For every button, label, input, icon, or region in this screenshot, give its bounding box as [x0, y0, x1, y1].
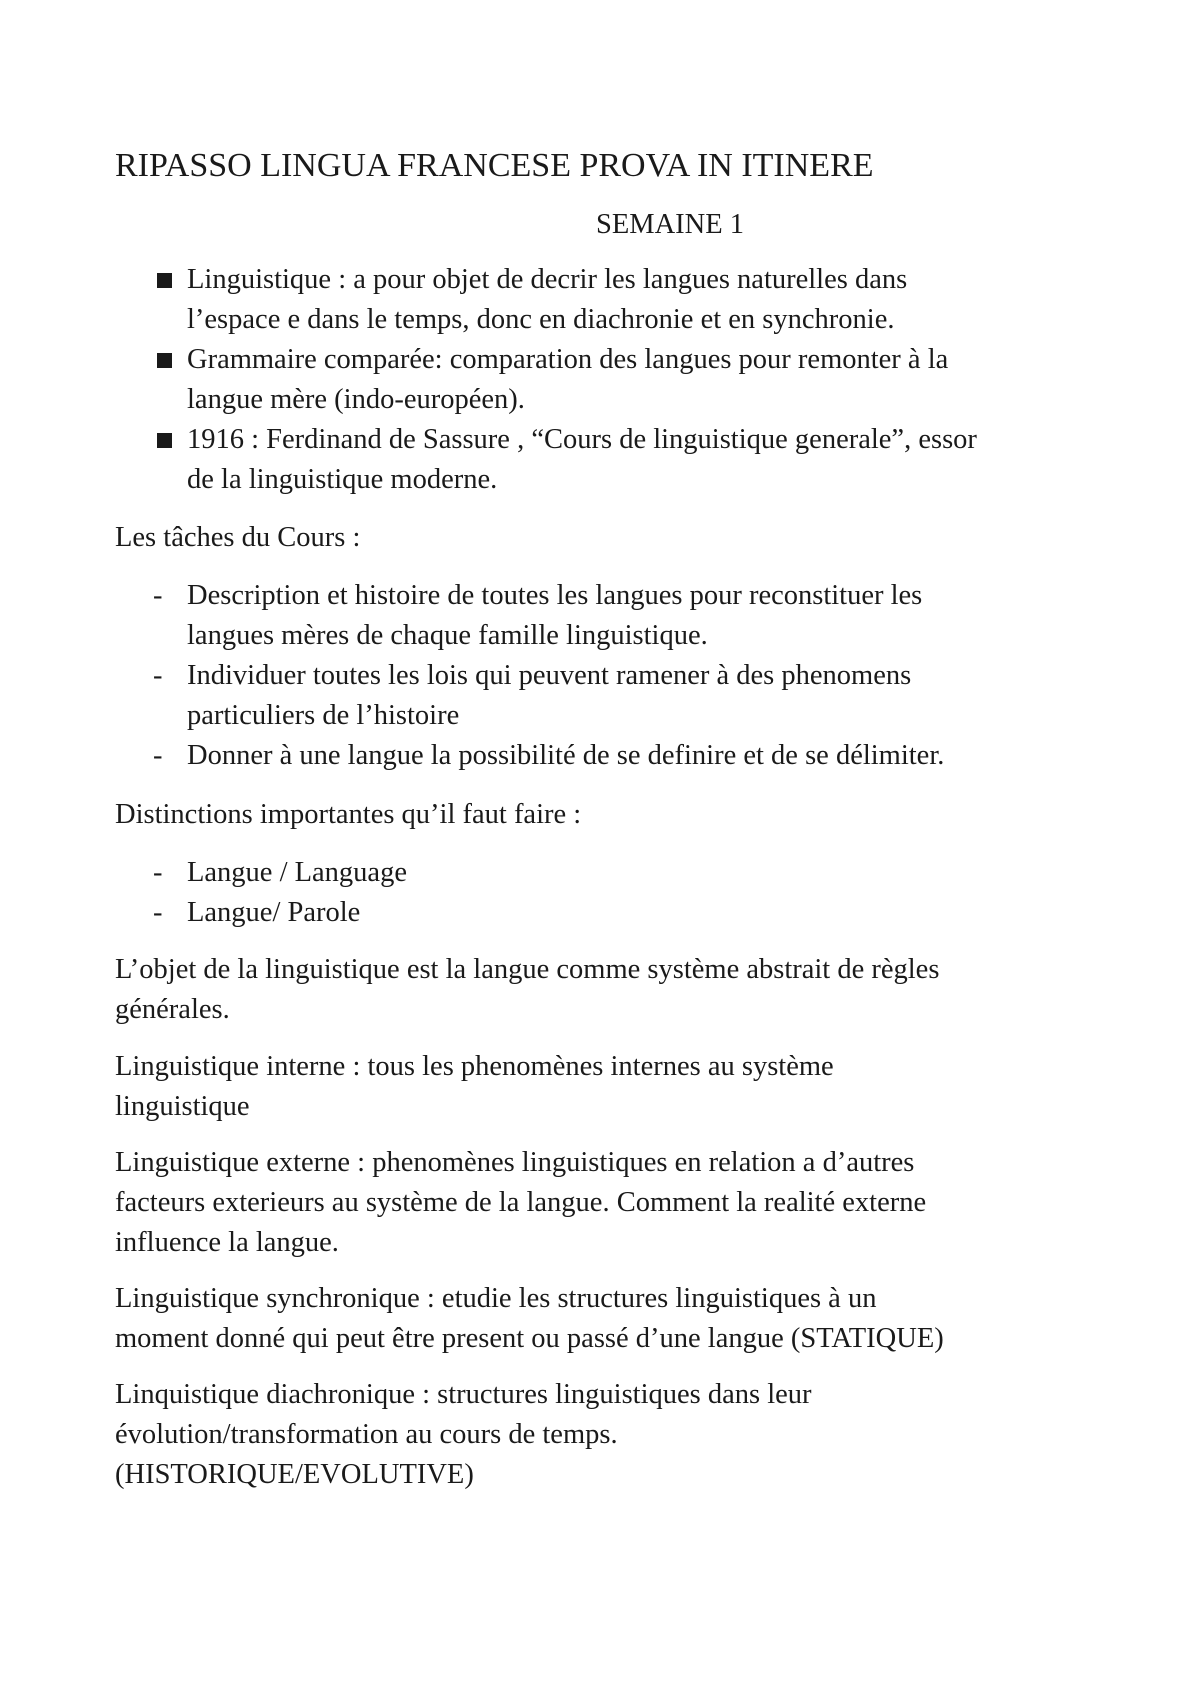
list-item-line: Donner à une langue la possibilité de se definire et de se délimiter. [187, 740, 945, 771]
paragraph-line: Linquistique diachronique : structures linguistiques dans leur [115, 1379, 812, 1410]
paragraph-interne [115, 1047, 1115, 1127]
section-title: SEMAINE 1 [595, 209, 745, 240]
list-item-line: Langue / Language [187, 857, 407, 888]
list-item-line: Individuer toutes les lois qui peuvent ramener à des phenomens [187, 660, 912, 691]
square-bullet-icon [157, 433, 172, 448]
list-item [115, 340, 1115, 420]
list-item [115, 853, 1115, 893]
list-item-line: de la linguistique moderne. [187, 464, 498, 495]
dash-bullet-icon: - [153, 660, 163, 691]
paragraph-line: influence la langue. [115, 1227, 339, 1258]
list-item [115, 260, 1115, 340]
list-item [115, 576, 1115, 656]
list-item-line: Langue/ Parole [187, 897, 361, 928]
paragraph-line: moment donné qui peut être present ou passé d’une langue (STATIQUE) [115, 1323, 944, 1354]
paragraph-line: L’objet de la linguistique est la langue comme système abstrait de règles [115, 954, 940, 985]
taches-list [115, 576, 1115, 776]
definitions-list [115, 260, 1115, 500]
paragraph-line: évolution/transformation au cours de temps. [115, 1419, 618, 1450]
paragraph-externe [115, 1143, 1115, 1263]
taches-heading: Les tâches du Cours : [115, 522, 361, 553]
paragraph-line: Linguistique externe : phenomènes linguistiques en relation a d’autres [115, 1147, 915, 1178]
list-item-line: Description et histoire de toutes les langues pour reconstituer les [187, 580, 923, 611]
distinctions-list [115, 853, 1115, 933]
list-item [115, 420, 1115, 500]
list-item-line: Linguistique : a pour objet de decrir les langues naturelles dans [187, 264, 908, 295]
list-item-line: l’espace e dans le temps, donc en diachronie et en synchronie. [187, 304, 895, 335]
paragraph-line: linguistique [115, 1091, 250, 1122]
distinctions-heading: Distinctions importantes qu’il faut faire : [115, 799, 582, 830]
list-item-line: 1916 : Ferdinand de Sassure , “Cours de linguistique generale”, essor [187, 424, 977, 455]
list-item [115, 736, 1115, 776]
dash-bullet-icon: - [153, 740, 163, 771]
square-bullet-icon [157, 273, 172, 288]
list-item [115, 893, 1115, 933]
dash-bullet-icon: - [153, 897, 163, 928]
dash-bullet-icon: - [153, 857, 163, 888]
paragraph-line: Linguistique interne : tous les phenomènes internes au système [115, 1051, 834, 1082]
square-bullet-icon [157, 353, 172, 368]
paragraph-line: facteurs exterieurs au système de la langue. Comment la realité externe [115, 1187, 927, 1218]
paragraph-line: générales. [115, 994, 230, 1025]
paragraph-line: Linguistique synchronique : etudie les structures linguistiques à un [115, 1283, 877, 1314]
list-item-line: particuliers de l’histoire [187, 700, 460, 731]
list-item-line: Grammaire comparée: comparation des langues pour remonter à la [187, 344, 949, 375]
list-item-line: langue mère (indo-européen). [187, 384, 525, 415]
paragraph-diachronique [115, 1375, 1115, 1495]
paragraph-line: (HISTORIQUE/EVOLUTIVE) [115, 1459, 474, 1490]
list-item-line: langues mères de chaque famille linguistique. [187, 620, 708, 651]
paragraph-objet [115, 950, 1115, 1030]
paragraph-synchronique [115, 1279, 1115, 1359]
list-item [115, 656, 1115, 736]
document-title: RIPASSO LINGUA FRANCESE PROVA IN ITINERE [115, 147, 874, 184]
dash-bullet-icon: - [153, 580, 163, 611]
